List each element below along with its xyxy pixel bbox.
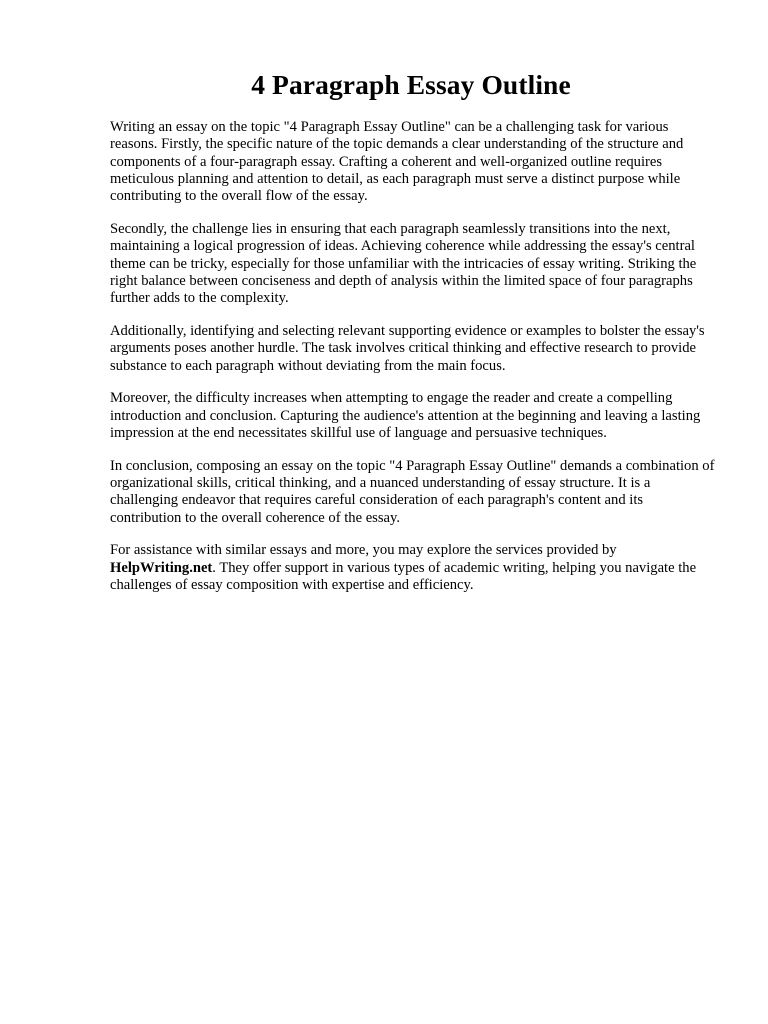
helpwriting-brand: HelpWriting.net: [110, 559, 213, 576]
body-paragraph-3: Additionally, identifying and selecting relevant supporting evidence or examples to bolster the essay's arguments poses another hurdle. The task involves critical thinking and effective research to provide substance to each paragraph without deviating from the main focus.: [110, 322, 705, 374]
document-body: [110, 119, 716, 610]
body-paragraph-5: In conclusion, composing an essay on the topic "4 Paragraph Essay Outline" demands a combination of organizational skills, critical thinking, and a nuanced understanding of essay structure. It is a challenging endeavor that requires careful consideration of each paragraph's content and its contribution to the overall coherence of the essay.: [110, 457, 715, 526]
closing-lead-text: For assistance with similar essays and more, you may explore the services provided by: [110, 542, 617, 559]
body-paragraph-4: Moreover, the difficulty increases when attempting to engage the reader and create a compelling introduction and conclusion. Capturing the audience's attention at the beginning and leaving a lasting impression at the end necessitates skillful use of language and persuasive techniques.: [110, 390, 701, 441]
body-paragraph-2: Secondly, the challenge lies in ensuring that each paragraph seamlessly transitions into the next, maintaining a logical progression of ideas. Achieving coherence while addressing the essay's central theme can be tricky, especially for those unfamiliar with the intricacies of essay writing. Striking the right balance between conciseness and depth of analysis within the limited space of four paragraphs further adds to the complexity.: [110, 220, 697, 307]
document-title: 4 Paragraph Essay Outline: [251, 69, 571, 100]
closing-paragraph: [110, 542, 716, 594]
closing-tail-text: . They offer support in various types of academic writing, helping you navigate the challenges of essay composition with expertise and efficiency.: [110, 559, 697, 594]
body-paragraph-1: Writing an essay on the topic "4 Paragraph Essay Outline" can be a challenging task for various reasons. Firstly, the specific nature of the topic demands a clear understanding of the structure and components of a four-paragraph essay. Crafting a coherent and well-organized outline requires meticulous planning and attention to detail, as each paragraph must serve a distinct purpose while contributing to the overall flow of the essay.: [110, 119, 684, 205]
